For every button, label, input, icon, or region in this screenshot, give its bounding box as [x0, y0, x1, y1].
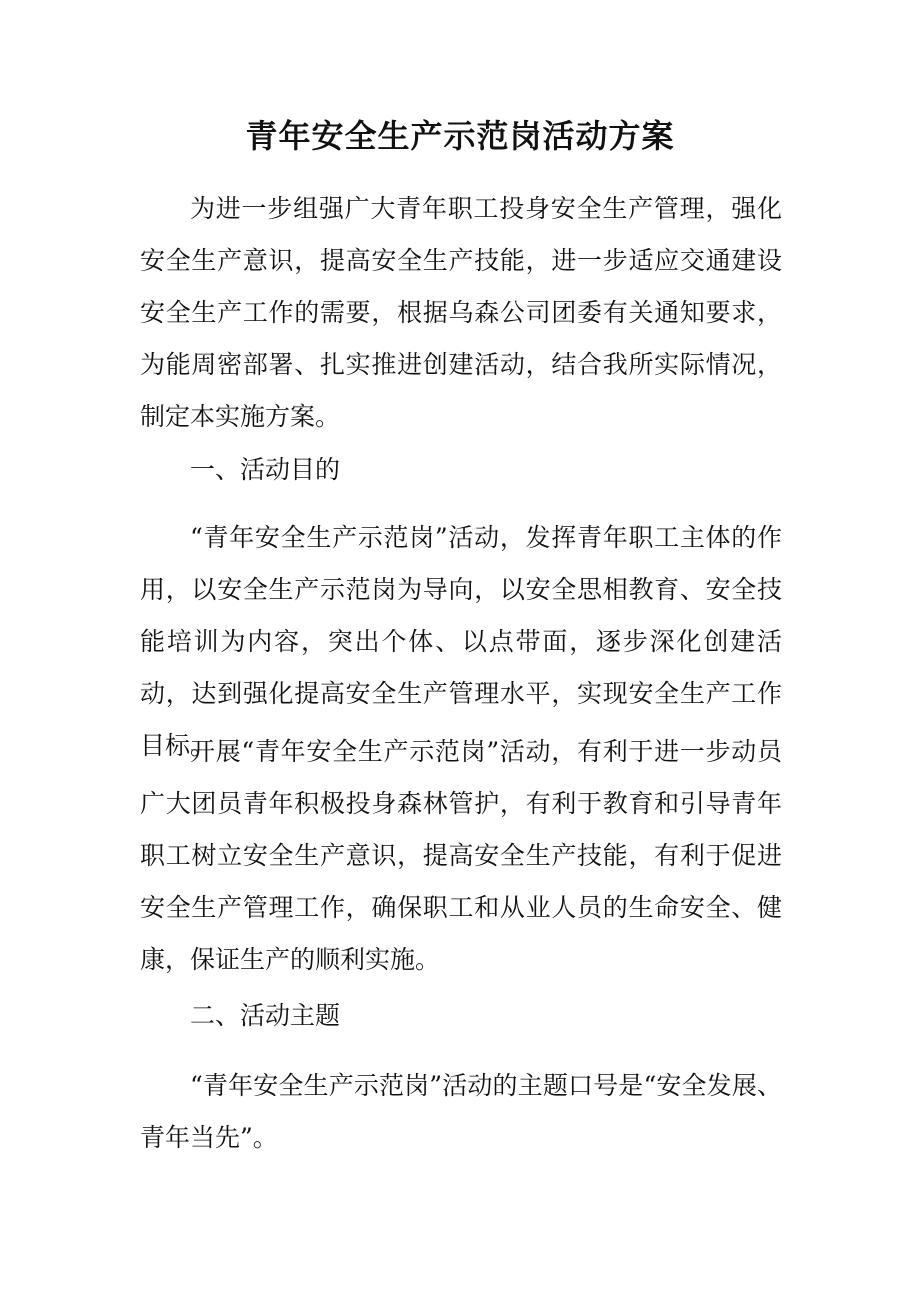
document-title: 青年安全生产示范岗活动方案: [245, 117, 675, 155]
section-heading-purpose: 一、活动目的: [190, 455, 341, 484]
theme-paragraph: “青年安全生产示范岗”活动的主题口号是“安全发展、青年当先”。: [140, 1071, 782, 1152]
purpose-paragraph-1: “青年安全生产示范岗”活动，发挥青年职工主体的作用，以安全生产示范岗为导向，以安全思相教育、安全技能培训为内容，突出个体、以点带面，逐步深化创建活动，达到强化提高安全生产管理水平，实现安全生产工作目标。: [140, 523, 782, 760]
purpose-paragraph-2: 开展“青年安全生产示范岗”活动，有利于进一步动员广大团员青年积极投身森林管护，有利于教育和引导青年职工树立安全生产意识，提高安全生产技能，有利于促进安全生产管理工作，确保职工和从业人员的生命安全、健康，保证生产的顺利实施。: [140, 737, 782, 974]
section-heading-theme: 二、活动主题: [190, 1001, 341, 1030]
intro-paragraph: 为进一步组强广大青年职工投身安全生产管理，强化安全生产意识，提高安全生产技能，进一步适应交通建设安全生产工作的需要，根据乌森公司团委有关通知要求，为能周密部署、扎实推进创建活动，结合我所实际情况，制定本实施方案。: [140, 194, 782, 431]
